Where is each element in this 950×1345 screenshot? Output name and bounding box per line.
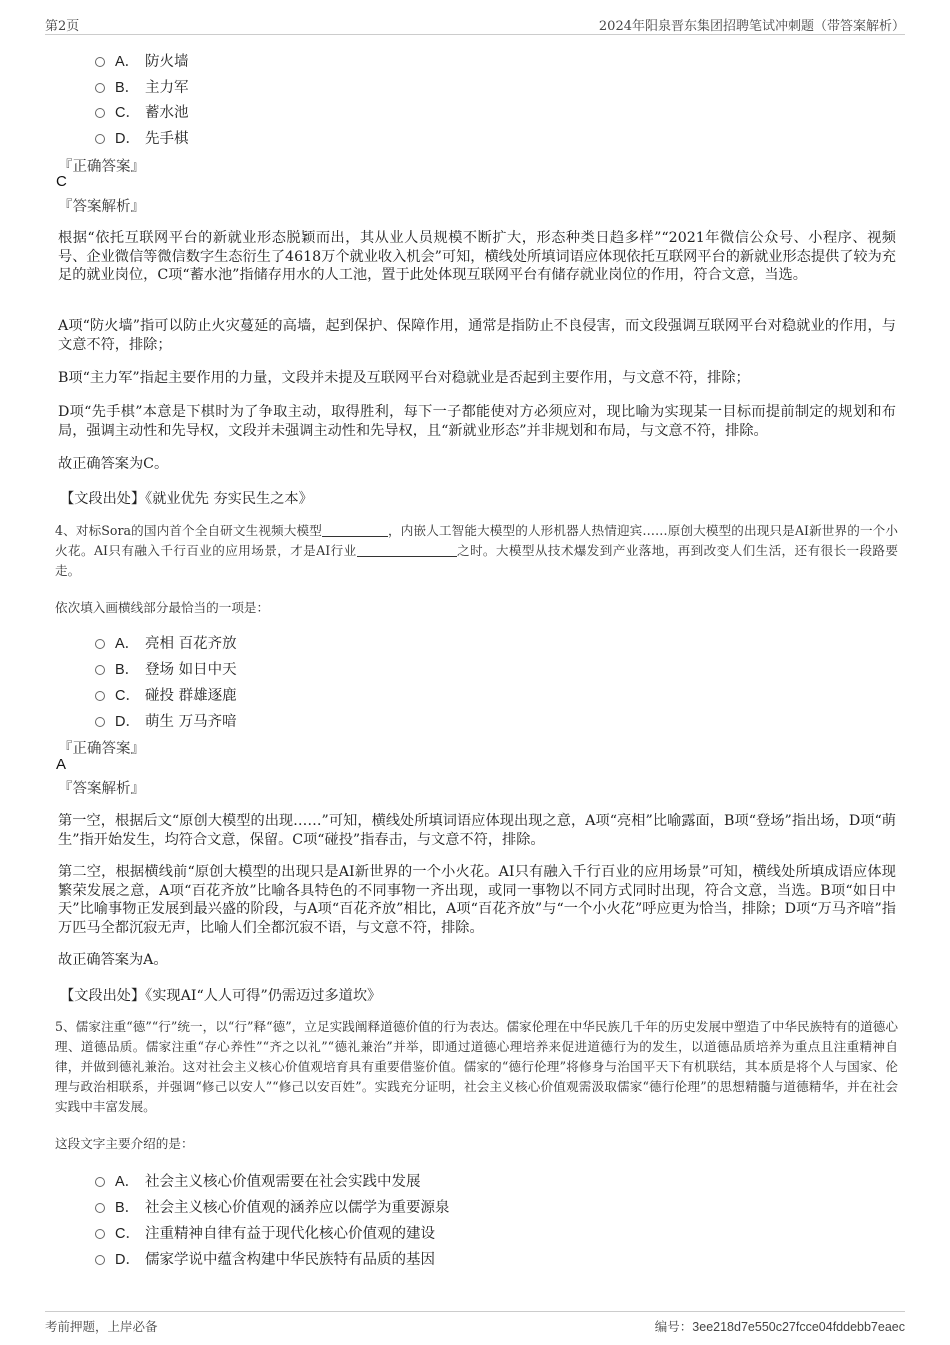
q3-analysis-para-3: B项“主力军”指起主要作用的力量，文段并未提及互联网平台对稳就业是否起到主要作用，与文意不符，排除； [58,370,750,386]
q4-answer: A [56,756,67,773]
q5-option-d[interactable]: D． 儒家学说中蕴含构建中华民族特有品质的基因 [95,1248,435,1270]
option-text: 蓄水池 [145,105,189,121]
footer-slogan: 考前押题，上岸必备 [45,1319,158,1334]
q5-option-b[interactable]: B． 社会主义核心价值观的涵养应以儒学为重要源泉 [95,1196,450,1218]
q4-option-b[interactable]: B． 登场 如日中天 [95,658,237,680]
document-code: 编号：3ee218d7e550c27fcce04fddebb7eaec [654,1320,905,1334]
option-text: 社会主义核心价值观需要在社会实践中发展 [145,1174,421,1190]
q3-analysis-para-5: 故正确答案为C。 [58,456,169,472]
q4-answer-label: 『正确答案』 [58,741,145,757]
radio-icon[interactable] [95,1255,105,1265]
q4-stem: 4、对标Sora的国内首个全自研文生视频大模型 ，内嵌人工智能大模型的人形机器人热情迎宾……原创大模型的出现只是AI新世界的一个小火花。AI只有融入千行百业的应用场景，才是AI行业 之时。大模型从技术爆发到产业落地，再到改变人们生活，还有很长一段路要走。 [55,523,899,578]
q3-option-c[interactable]: C． 蓄水池 [95,101,189,123]
q3-option-d[interactable]: D． 先手棋 [95,127,189,149]
page-number: 第2页 [45,19,80,34]
radio-icon[interactable] [95,639,105,649]
radio-icon[interactable] [95,83,105,93]
radio-icon[interactable] [95,717,105,727]
q4-option-c[interactable]: C． 碰投 群雄逐鹿 [95,684,237,706]
q5-prompt: 这段文字主要介绍的是： [55,1136,194,1151]
q4-option-d[interactable]: D． 萌生 万马齐喑 [95,710,237,732]
q5-stem: 5、儒家注重“德”“行”统一，以“行”释“德”，立足实践阐释道德价值的行为表达。儒家伦理在中华民族几千年的历史发展中塑造了中华民族特有的道德心理、道德品质。儒家注重“存心养性”“齐之以礼”“德礼兼治”并举，即通过道德心理培养来促进道德行为的发生，以道德品质培养为重点且注重精神自律，并做到德礼兼治。这对社会主义核心价值观培育具有重要借鉴价值。儒家的“德行伦理”将修身与治国平天下有机联结，其本质是将个人与国家、伦理与政治相联系，并强调“修己以安人”“修己以安百姓”。实践充分证明，社会主义核心价值观需汲取儒家“德行伦理”的思想精髓与道德精华，并在社会实践中丰富发展。 [55,1019,898,1114]
q4-analysis-para-3: 故正确答案为A。 [58,952,168,968]
radio-icon[interactable] [95,108,105,118]
q3-analysis-para-2: A项“防火墙”指可以防止火灾蔓延的高墙，起到保护、保障作用，通常是指防止不良侵害，而文段强调互联网平台对稳就业的作用，与文意不符，排除； [58,318,896,353]
q3-analysis-para-1: 根据“依托互联网平台的新就业形态脱颖而出，其从业人员规模不断扩大，形态种类日趋多样”“2021年微信公众号、小程序、视频号、企业微信等微信数字生态衍生了4618万个就业收入机会”可知，横线处所填词语应体现依托互联网平台的新就业形态提供了较为充足的就业岗位，C项“蓄水池”指储存用水的人工池，置于此处体现互联网平台有储存就业岗位的作用，符合文意，当选。 [58,230,896,283]
option-text: 防火墙 [145,54,189,70]
radio-icon[interactable] [95,1177,105,1187]
radio-icon[interactable] [95,1229,105,1239]
radio-icon[interactable] [95,134,105,144]
radio-icon[interactable] [95,57,105,67]
q4-analysis-para-2: 第二空，根据横线前“原创大模型的出现只是AI新世界的一个小火花。AI只有融入千行百业的应用场景”可知，横线处所填成语应体现繁荣发展之意，A项“百花齐放”比喻各具特色的不同事物一齐出现，或同一事物以不同方式同时出现，符合文意，当选。B项“如日中天”比喻事物正发展到最兴盛的阶段，与A项“百花齐放”相比，A项“百花齐放”与“一个小火花”呼应更为恰当，排除；D项“万马齐喑”指万匹马全都沉寂无声，比喻人们全都沉寂不语，与文意不符，排除。 [58,864,896,936]
q4-blank-2[interactable] [357,542,457,557]
q3-answer-label: 『正确答案』 [58,159,145,175]
option-text: 先手棋 [145,131,189,147]
q5-option-c[interactable]: C． 注重精神自律有益于现代化核心价值观的建设 [95,1222,435,1244]
q4-analysis-label: 『答案解析』 [58,781,145,797]
q4-source: 【文段出处】《实现AI“人人可得”仍需迈过多道坎》 [60,988,382,1004]
radio-icon[interactable] [95,665,105,675]
page-header [45,14,905,35]
page-footer [45,1311,905,1334]
option-text: 社会主义核心价值观的涵养应以儒学为重要源泉 [145,1200,450,1216]
q3-option-b[interactable]: B． 主力军 [95,76,189,98]
option-text: 儒家学说中蕴含构建中华民族特有品质的基因 [145,1252,435,1268]
q3-source: 【文段出处】《就业优先 夯实民生之本》 [60,491,313,507]
radio-icon[interactable] [95,691,105,701]
option-text: 碰投 群雄逐鹿 [145,688,237,704]
q5-option-a[interactable]: A． 社会主义核心价值观需要在社会实践中发展 [95,1170,421,1192]
q3-analysis-label: 『答案解析』 [58,199,145,215]
option-text: 主力军 [145,80,189,96]
q3-answer: C [56,173,67,190]
option-text: 登场 如日中天 [145,662,237,678]
option-text: 亮相 百花齐放 [145,636,237,652]
q4-blank-1[interactable] [322,522,388,537]
document-title: 2024年阳泉晋东集团招聘笔试冲刺题（带答案解析） [598,19,905,34]
radio-icon[interactable] [95,1203,105,1213]
q4-option-a[interactable]: A． 亮相 百花齐放 [95,632,237,654]
q4-analysis-para-1: 第一空，根据后文“原创大模型的出现……”可知，横线处所填词语应体现出现之意，A项“亮相”比喻露面，B项“登场”指出场，D项“萌生”指开始发生，均符合文意，保留。C项“碰投”指春击，与文意不符，排除。 [58,813,896,848]
option-text: 注重精神自律有益于现代化核心价值观的建设 [145,1226,435,1242]
q3-option-a[interactable]: A． 防火墙 [95,50,189,72]
q4-prompt: 依次填入画横线部分最恰当的一项是： [55,600,270,615]
option-text: 萌生 万马齐喑 [145,714,237,730]
q3-analysis-para-4: D项“先手棋”本意是下棋时为了争取主动，取得胜利，每下一子都能使对方必须应对，现比喻为实现某一目标而提前制定的规划和布局，强调主动性和先导权，文段并未强调主动性和先导权，且“新就业形态”并非规划和布局，与文意不符，排除。 [58,404,896,439]
